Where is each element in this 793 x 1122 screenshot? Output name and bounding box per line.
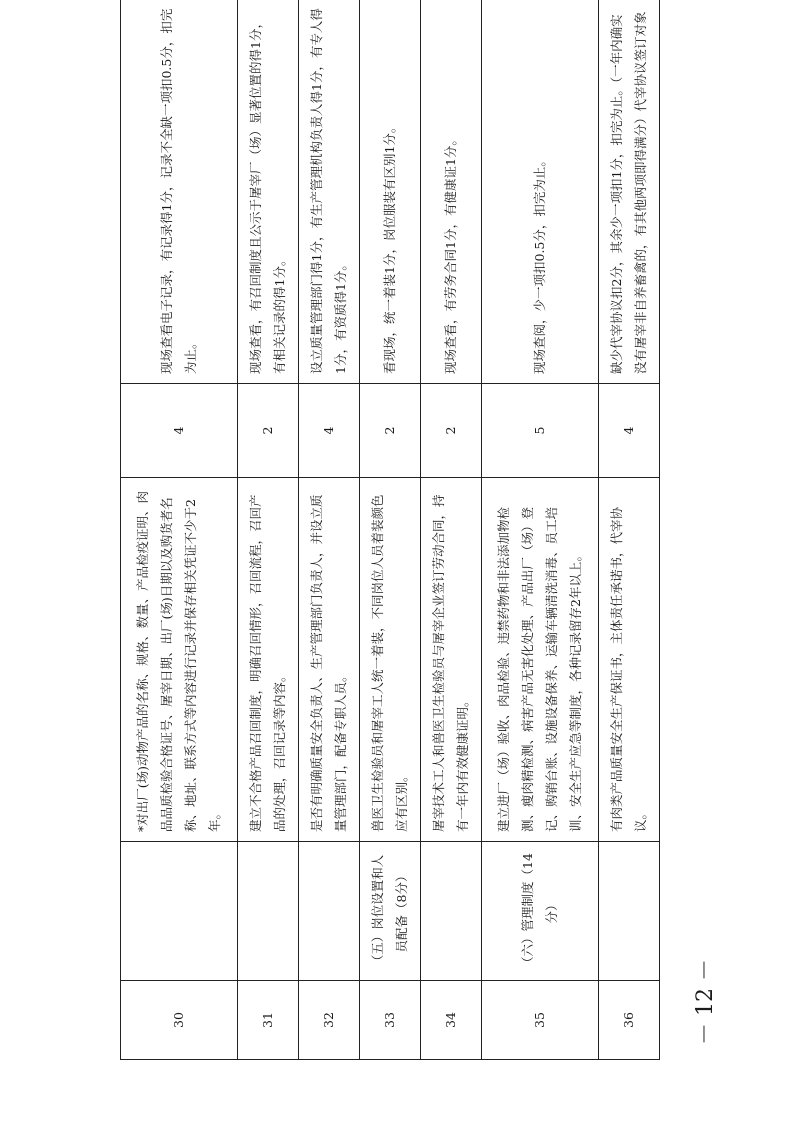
row-number: 34: [421, 981, 482, 1060]
row-number: 35: [482, 981, 599, 1060]
method-cell: 现场查看电子记录，有记录得1分，记录不全缺一项扣0.5分，扣完为止。: [121, 0, 238, 384]
category-cell: [121, 842, 238, 981]
points-cell: 2: [237, 384, 298, 478]
method-cell: 缺少代宰协议扣2分，其余少一项扣1分，扣完为止。（一年内确实没有屠宰非自养畜禽的，有其他两项即得满分）代宰协议签订对象: [598, 0, 659, 384]
points-cell: 4: [298, 384, 359, 478]
requirement-cell: 建立不合格产品召回制度，明确召回情形，召回流程，召回产品的处理，召回记录等内容。: [237, 478, 298, 842]
table-row: [482, 0, 599, 1060]
method-cell: 现场查阅，少一项扣0.5分，扣完为止。: [482, 0, 599, 384]
category-cell: [421, 842, 482, 981]
category-cell: [298, 842, 359, 981]
category-cell: [598, 842, 659, 981]
table-row: [359, 0, 420, 1060]
requirement-cell: 兽医卫生检验员和屠宰工人统一着装，不同岗位人员着装颜色应有区别。: [359, 478, 420, 842]
category-cell: （六）管理制度（14分）: [482, 842, 599, 981]
requirement-cell: 屠宰技术工人和兽医卫生检验员与屠宰企业签订劳动合同，持有一年内有效健康证明。: [421, 478, 482, 842]
category-cell: [237, 842, 298, 981]
category-cell: （五）岗位设置和人员配备（8分）: [359, 842, 420, 981]
row-number: 30: [121, 981, 238, 1060]
points-cell: 2: [359, 384, 420, 478]
requirement-cell: 有肉类产品质量安全生产保证书，主体责任承诺书，代宰协议。: [598, 478, 659, 842]
scoring-table: [120, 0, 660, 1060]
requirement-cell: 是否有明确质量安全负责人、生产管理部门负责人，并设立质量管理部门，配备专职人员。: [298, 478, 359, 842]
row-number: 36: [598, 981, 659, 1060]
row-number: 33: [359, 981, 420, 1060]
method-cell: 现场查看，有劳务合同1分，有健康证1分。: [421, 0, 482, 384]
page-number: － 12 －: [693, 959, 718, 1045]
table-row: [421, 0, 482, 1060]
points-cell: 4: [121, 384, 238, 478]
rotated-table-wrapper: [120, 8, 660, 1060]
method-cell: 现场查看，有召回制度且公示于屠宰厂（场）显著位置的得1分，有相关记录的得1分。: [237, 0, 298, 384]
points-cell: 2: [421, 384, 482, 478]
method-cell: 看现场，统一着装1分，岗位服装有区别1分。: [359, 0, 420, 384]
table-row: [298, 0, 359, 1060]
table-row: [121, 0, 238, 1060]
method-cell: 设立质量管理部门得1分，有生产管理机构负责人得1分，有专人得1分，有资质得1分。: [298, 0, 359, 384]
table-row: [237, 0, 298, 1060]
table-row: [598, 0, 659, 1060]
requirement-cell: 建立进厂（场）验收、肉品检验、违禁药物和非法添加物检测、瘦肉精检测、病害产品无害化处理、产品出厂（场）登记、购销台账、设施设备保养、运输车辆清洗消毒、员工培训、安全生产应急等制度，各种记录留存2年以上。: [482, 478, 599, 842]
requirement-cell: *对出厂(场)动物产品的名称、规格、数量、产品检疫证明、肉品品质检验合格证号、屠宰日期、出厂(场)日期以及购货者名称、地址、联系方式等内容进行记录并保存相关凭证不少于2年。: [121, 478, 238, 842]
points-cell: 4: [598, 384, 659, 478]
row-number: 31: [237, 981, 298, 1060]
row-number: 32: [298, 981, 359, 1060]
points-cell: 5: [482, 384, 599, 478]
